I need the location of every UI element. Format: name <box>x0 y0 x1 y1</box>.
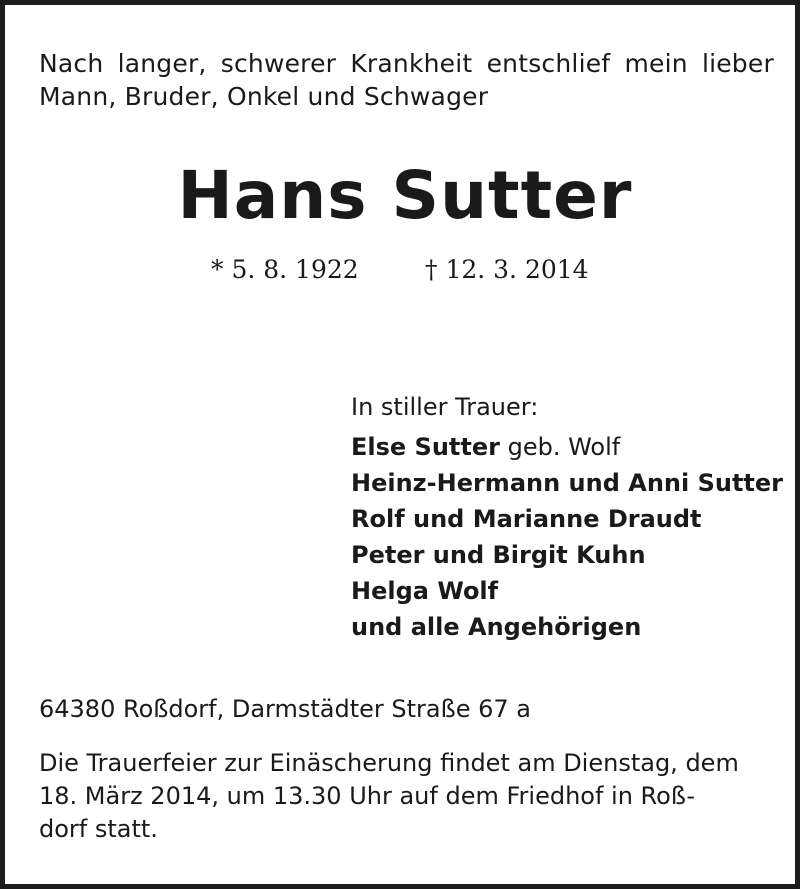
ceremony-line-2: 18. März 2014, um 13.30 Uhr auf dem Friedhof in Roß- <box>39 782 696 810</box>
intro-word: Nach <box>39 49 104 78</box>
mourner-name-bold: Heinz-Hermann und Anni Sutter <box>351 469 783 497</box>
intro-word: mein <box>624 49 688 78</box>
mourner-name <box>351 501 781 537</box>
birth-date: * 5. 8. 1922 <box>211 255 359 284</box>
intro-text <box>39 47 774 113</box>
mourner-name-bold: Helga Wolf <box>351 577 499 605</box>
death-date: † 12. 3. 2014 <box>425 255 589 284</box>
mourner-name <box>351 573 781 609</box>
mourner-name <box>351 537 781 573</box>
mourner-name <box>351 465 781 501</box>
intro-word: lieber <box>701 49 774 78</box>
mourner-name-bold: Peter und Birgit Kuhn <box>351 541 646 569</box>
mourners-block <box>351 389 781 645</box>
intro-word: entschlief <box>486 49 611 78</box>
mourner-name <box>351 609 781 645</box>
mourner-maiden-name: geb. Wolf <box>499 433 621 461</box>
mourner-name-bold: und alle Angehörigen <box>351 613 642 641</box>
mourner-name <box>351 429 781 465</box>
intro-word: Krankheit <box>350 49 473 78</box>
ceremony-line-3: dorf statt. <box>39 815 158 843</box>
mourner-name-bold: Rolf und Marianne Draudt <box>351 505 702 533</box>
deceased-name: Hans Sutter <box>177 157 633 234</box>
intro-word: schwerer <box>220 49 337 78</box>
intro-line-1 <box>39 47 774 80</box>
ceremony-notice <box>39 747 774 846</box>
mourners-heading: In stiller Trauer: <box>351 393 539 421</box>
mourner-name-bold: Else Sutter <box>351 433 500 461</box>
ceremony-line-1: Die Trauerfeier zur Einäscherung findet am Dienstag, dem <box>39 749 739 777</box>
intro-line-2: Mann, Bruder, Onkel und Schwager <box>39 82 489 111</box>
address: 64380 Roßdorf, Darmstädter Straße 67 a <box>39 695 532 723</box>
intro-word: langer, <box>117 49 207 78</box>
